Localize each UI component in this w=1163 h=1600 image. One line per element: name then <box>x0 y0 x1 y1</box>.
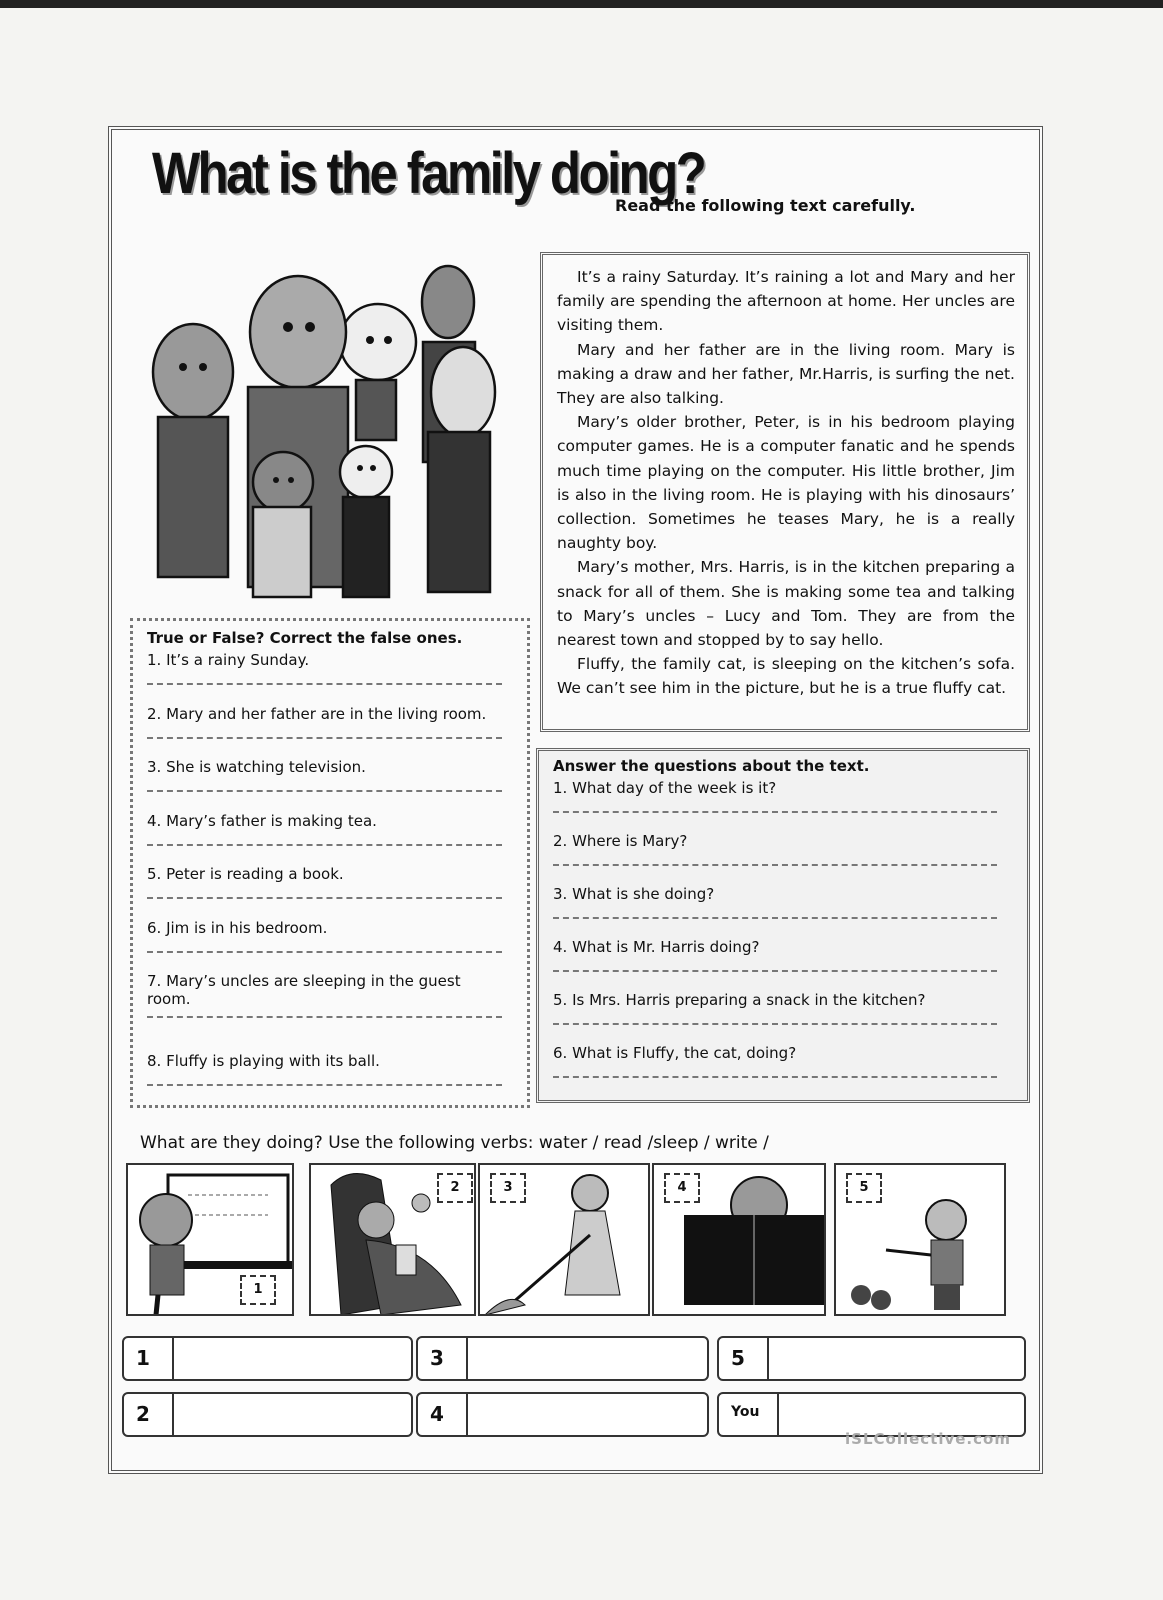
statement: 5. Peter is reading a book. <box>147 865 344 883</box>
worksheet-title: What is the family doing? <box>152 141 705 206</box>
panel-number: 3 <box>490 1173 526 1203</box>
true-false-exercise <box>130 618 530 1108</box>
panel-reading-man <box>652 1163 826 1316</box>
question-item <box>553 832 1015 885</box>
statement: 7. Mary’s uncles are sleeping in the guest room. <box>147 972 461 1008</box>
true-false-item <box>147 651 517 705</box>
answer-line[interactable] <box>553 1076 997 1078</box>
statement: 6. Jim is in his bedroom. <box>147 918 328 937</box>
story-paragraph: Fluffy, the family cat, is sleeping on the kitchen’s sofa. We can’t see him in the picture, but he is a true fluffy cat. <box>557 655 1015 698</box>
verbs-instruction: What are they doing? Use the following verbs: water / read /sleep / write / <box>140 1133 769 1153</box>
true-false-item <box>147 758 517 812</box>
statement: 2. Mary and her father are in the living room. <box>147 704 487 723</box>
statement: 3. She is watching television. <box>147 758 366 776</box>
question-item <box>553 1044 1015 1097</box>
question-item <box>553 991 1015 1044</box>
question: 2. Where is Mary? <box>553 832 688 850</box>
true-false-item <box>147 865 517 919</box>
scan-top-edge <box>0 0 1163 8</box>
answer-box[interactable] <box>416 1392 709 1437</box>
questions-exercise <box>536 748 1030 1103</box>
answer-line[interactable] <box>553 970 997 972</box>
questions-heading: Answer the questions about the text. <box>553 757 870 775</box>
question-item <box>553 885 1015 938</box>
question: 3. What is she doing? <box>553 885 715 903</box>
story-paragraph: Mary and her father are in the living room. Mary is making a draw and her father, Mr.Harris, is surfing the net. They are also talking. <box>557 340 1015 408</box>
answer-box[interactable] <box>416 1336 709 1381</box>
answer-label: 4 <box>418 1394 468 1435</box>
answer-label: 2 <box>124 1394 174 1435</box>
answer-line[interactable] <box>147 897 502 899</box>
family-illustration <box>138 262 522 608</box>
answer-box[interactable] <box>717 1336 1026 1381</box>
panel-sleeping-grandma <box>309 1163 476 1316</box>
question: 6. What is Fluffy, the cat, doing? <box>553 1044 797 1062</box>
question: 1. What day of the week is it? <box>553 779 777 797</box>
story-paragraph: It’s a rainy Saturday. It’s raining a lot and Mary and her family are spending the afternoon at home. Her uncles are visiting them. <box>557 268 1015 335</box>
panel-watering-boy <box>834 1163 1006 1316</box>
answer-label: 3 <box>418 1338 468 1379</box>
statement: 8. Fluffy is playing with its ball. <box>147 1052 380 1070</box>
answer-label: You <box>719 1394 779 1435</box>
question-item <box>553 938 1015 991</box>
true-false-item <box>147 705 517 759</box>
answer-line[interactable] <box>553 1023 997 1025</box>
panel-number: 2 <box>437 1173 473 1203</box>
true-false-heading: True or False? Correct the false ones. <box>147 629 463 647</box>
panel-writing-boy <box>126 1163 294 1316</box>
answer-box[interactable] <box>122 1336 413 1381</box>
true-false-item <box>147 972 517 1052</box>
answer-line[interactable] <box>147 951 502 953</box>
true-false-item <box>147 1052 517 1106</box>
story-paragraph: Mary’s mother, Mrs. Harris, is in the kitchen preparing a snack for all of them. She is making some tea and talking to Mary’s uncles – Lucy and Tom. They are from the nearest town and stopped by to say hello. <box>557 558 1015 650</box>
panel-sweeping-woman <box>478 1163 650 1316</box>
answer-line[interactable] <box>147 844 502 846</box>
reading-instruction: Read the following text carefully. <box>615 196 916 215</box>
question: 4. What is Mr. Harris doing? <box>553 938 760 956</box>
site-logo: iSLCollective.com <box>845 1430 1011 1448</box>
answer-line[interactable] <box>147 1084 502 1086</box>
true-false-item <box>147 812 517 866</box>
answer-line[interactable] <box>553 917 997 919</box>
panel-number: 1 <box>240 1275 276 1305</box>
story-text-box <box>540 252 1030 732</box>
answer-label: 5 <box>719 1338 769 1379</box>
true-false-item <box>147 919 517 973</box>
statement: 1. It’s a rainy Sunday. <box>147 651 310 669</box>
answer-line[interactable] <box>553 811 997 813</box>
answer-line[interactable] <box>147 683 502 685</box>
statement: 4. Mary’s father is making tea. <box>147 811 377 830</box>
answer-box[interactable] <box>122 1392 413 1437</box>
answer-line[interactable] <box>147 790 502 792</box>
answer-line[interactable] <box>553 864 997 866</box>
answer-label: 1 <box>124 1338 174 1379</box>
picture-panels <box>126 1163 1036 1316</box>
story-paragraph: Mary’s older brother, Peter, is in his bedroom playing computer games. He is a computer fanatic and he spends much time playing on the computer. His little brother, Jim is also in the living room. He is playing with his dinosaurs’ collection. Sometimes he teases Mary, he is a really naughty boy. <box>557 413 1015 553</box>
question-item <box>553 779 1015 832</box>
answer-line[interactable] <box>147 737 502 739</box>
panel-number: 4 <box>664 1173 700 1203</box>
answer-line[interactable] <box>147 1016 502 1018</box>
panel-number: 5 <box>846 1173 882 1203</box>
question: 5. Is Mrs. Harris preparing a snack in the kitchen? <box>553 991 926 1009</box>
